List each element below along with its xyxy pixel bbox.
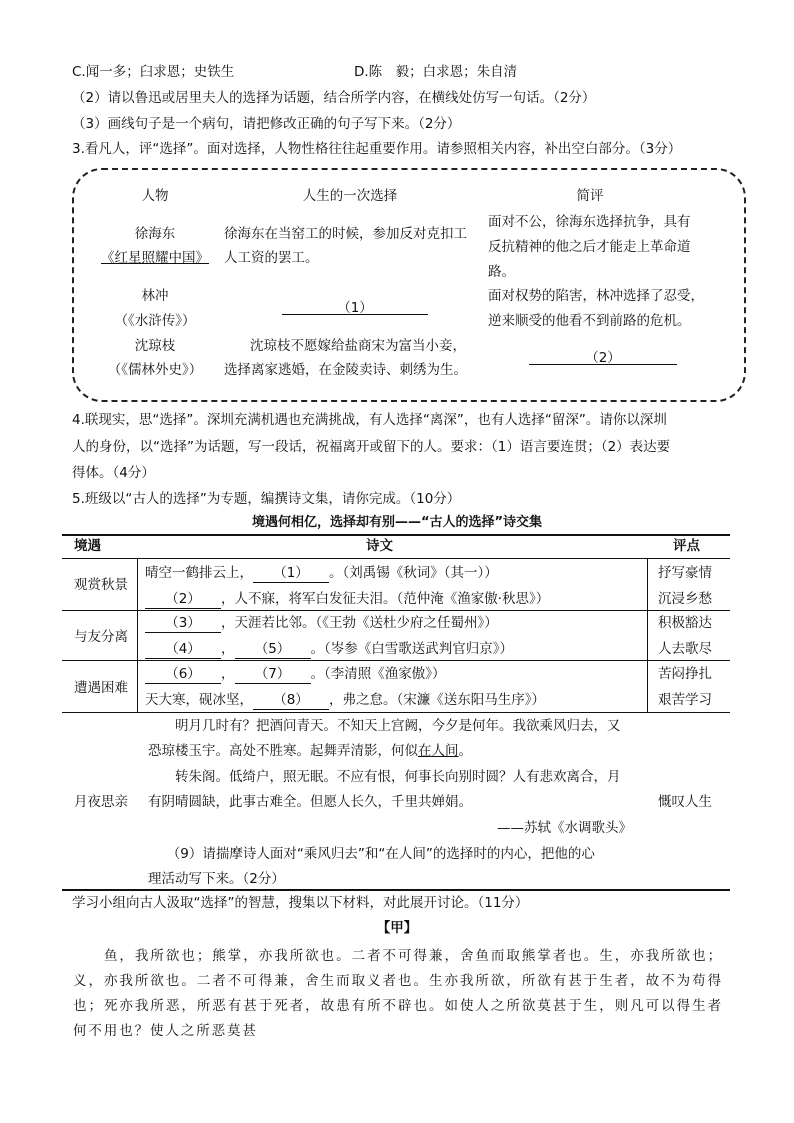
comment-line: 面对不公，徐海东选择抗争，具有 — [488, 214, 691, 230]
col-header-poem: 诗文 — [366, 538, 393, 554]
poem-line: 天大寒，砚冰坚， （8） ，弗之怠。（宋濂《送东阳马生序》） — [145, 692, 545, 708]
situation-label: 观赏秋景 — [74, 577, 128, 593]
comment-line: 逆来顺受的他看不到前路的危机。 — [488, 313, 691, 329]
comment-cell: 苦闷挣扎 — [658, 666, 712, 682]
question-3-title: 3.看凡人，评“选择”。面对选择，人物性格往往起重要作用。请参照相关内容，补出空白部分。（3分） — [72, 141, 682, 157]
poem-text: 有阴晴圆缺，此事古难全。但愿人长久，千里共婵娟。 — [148, 794, 472, 810]
person-name: 徐海东 — [134, 226, 176, 242]
answer-blank[interactable]: （8） — [253, 691, 329, 710]
row-rule — [62, 660, 730, 661]
book-title: 《红星照耀中国》 — [101, 250, 209, 266]
answer-blank[interactable]: （4） — [145, 640, 221, 659]
column-divider — [647, 558, 648, 712]
header-choice: 人生的一次选择 — [302, 188, 398, 204]
poem-text: 转朱阁。低绮户，照无眠。不应有恨，何事长向别时圆？人有悲欢离合，月 — [148, 769, 621, 785]
col-header-situation: 境遇 — [74, 538, 101, 554]
poem-line: （6） ， （7） 。（李清照《渔家傲》） — [145, 665, 446, 684]
comment-line: 反抗精神的他之后才能走上革命道 — [488, 239, 691, 255]
comment-line: 路。 — [488, 264, 515, 280]
situation-label: 月夜思亲 — [74, 794, 128, 810]
question-9-line: （9）请揣摩诗人面对“乘风归去”和“在人间”的选择时的内心，把他的心 — [160, 846, 595, 862]
answer-blank[interactable]: （7） — [235, 665, 311, 684]
question-4-line: 得体。（4分） — [72, 465, 155, 481]
header-rule — [62, 558, 730, 559]
blank-label-1: （1） — [337, 300, 373, 316]
comment-line: 面对权势的陷害，林冲选择了忍受， — [488, 288, 704, 304]
choice-line: 沈琼枝不愿嫁给盐商宋为富当小妾， — [250, 338, 466, 354]
poem-line: （3） ，天涯若比邻。（《王勃《送杜少府之任蜀州》） — [145, 614, 498, 633]
poem-attribution: ——苏轼《水调歌头》 — [497, 820, 632, 836]
choice-line: 徐海东在当窑工的时候，参加反对克扣工 — [224, 226, 467, 242]
poem-line: （2） ，人不寐，将军白发征夫泪。（范仲淹《渔家傲·秋思》） — [145, 590, 549, 609]
answer-blank[interactable]: （2） — [145, 590, 221, 609]
sub-question-2: （2）请以鲁迅或居里夫人的选择为话题，结合所学内容，在横线处仿写一句话。（2分） — [72, 90, 596, 106]
book-title: （《儒林外史》） — [107, 362, 203, 378]
situation-label: 与友分离 — [74, 629, 128, 645]
choice-line: 选择离家逃婚，在金陵卖诗、刺绣为生。 — [224, 362, 467, 378]
question-4-line: 4.联现实，思“选择”。深圳充满机遇也充满挑战，有人选择“离深”，也有人选择“留深”。请你以深圳 — [72, 412, 667, 428]
comment-cell: 沉浸乡愁 — [658, 591, 712, 607]
question-4-line: 人的身份，以“选择”为话题，写一段话，祝福离开或留下的人。要求：（1）语言要连贯；（2）表达要 — [72, 439, 671, 455]
comment-cell: 积极豁达 — [658, 615, 712, 631]
sub-question-3: （3）画线句子是一个病句，请把修改正确的句子写下来。（2分） — [72, 116, 461, 132]
row-rule — [62, 712, 730, 713]
row-rule — [62, 610, 730, 611]
comment-cell: 人去歌尽 — [658, 641, 712, 657]
poem-text: 恐琼楼玉宇。高处不胜寒。起舞弄清影，何似在人间。 — [148, 743, 472, 759]
table-top-rule — [62, 534, 730, 536]
comment-cell: 慨叹人生 — [658, 794, 712, 810]
header-person: 人物 — [141, 188, 169, 204]
answer-blank[interactable]: （1） — [253, 564, 329, 583]
comment-cell: 艰苦学习 — [658, 692, 712, 708]
person-name: 沈琼枝 — [134, 338, 176, 354]
answer-blank[interactable]: （3） — [145, 614, 221, 633]
option-c: C.闻一多；臼求恩；史铁生 — [72, 64, 235, 80]
answer-blank[interactable]: （6） — [145, 665, 221, 684]
poem-text: 明月几时有？把酒问青天。不知天上宫阙，今夕是何年。我欲乘风归去，又 — [148, 718, 621, 734]
material-label: 【甲】 — [376, 920, 418, 936]
study-intro: 学习小组向古人汲取“选择”的智慧，搜集以下材料，对此展开讨论。（11分） — [72, 895, 529, 911]
poem-line: 晴空一鹤排云上， （1） 。（刘禹锡《秋词》（其一）） — [145, 565, 498, 581]
blank-label-2: （2） — [585, 350, 621, 366]
table-title: 境遇何相亿，选择却有别——“古人的选择”诗交集 — [251, 515, 543, 530]
comment-cell: 抒写豪情 — [658, 565, 712, 581]
answer-blank[interactable]: （5） — [235, 640, 311, 659]
situation-label: 遭遇困难 — [74, 680, 128, 696]
classical-passage: 鱼，我所欲也；熊掌，亦我所欲也。二者不可得兼，舍鱼而取熊掌者也。生，亦我所欲也；义，亦我所欲也。二者不可得兼，舍生而取义者也。生亦我所欲，所欲有甚于生者，故不为苟得也；死亦我所恶，所恶有甚于死者，故患有所不辟也。如使人之所欲莫甚于生，则凡可以得生者何不用也？使人之所恶莫甚 — [73, 948, 723, 1039]
column-divider — [137, 558, 138, 712]
book-title: （《水浒传》） — [114, 313, 196, 329]
header-comment: 简评 — [576, 188, 604, 204]
poem-line: （4） ， （5） 。（岑参《白雪歌送武判官归京》） — [145, 640, 513, 659]
col-header-comment: 评点 — [673, 538, 700, 554]
option-d: D.陈 毅；白求恩；朱自清 — [354, 64, 518, 80]
person-name: 林冲 — [141, 288, 169, 304]
question-9-line: 理活动写下来。（2分） — [148, 871, 285, 887]
table-bottom-rule — [62, 889, 730, 891]
question-5-title: 5.班级以“古人的选择”为专题，编撰诗文集，请你完成。（10分） — [72, 491, 461, 507]
choice-line: 人工资的罢工。 — [224, 250, 319, 266]
